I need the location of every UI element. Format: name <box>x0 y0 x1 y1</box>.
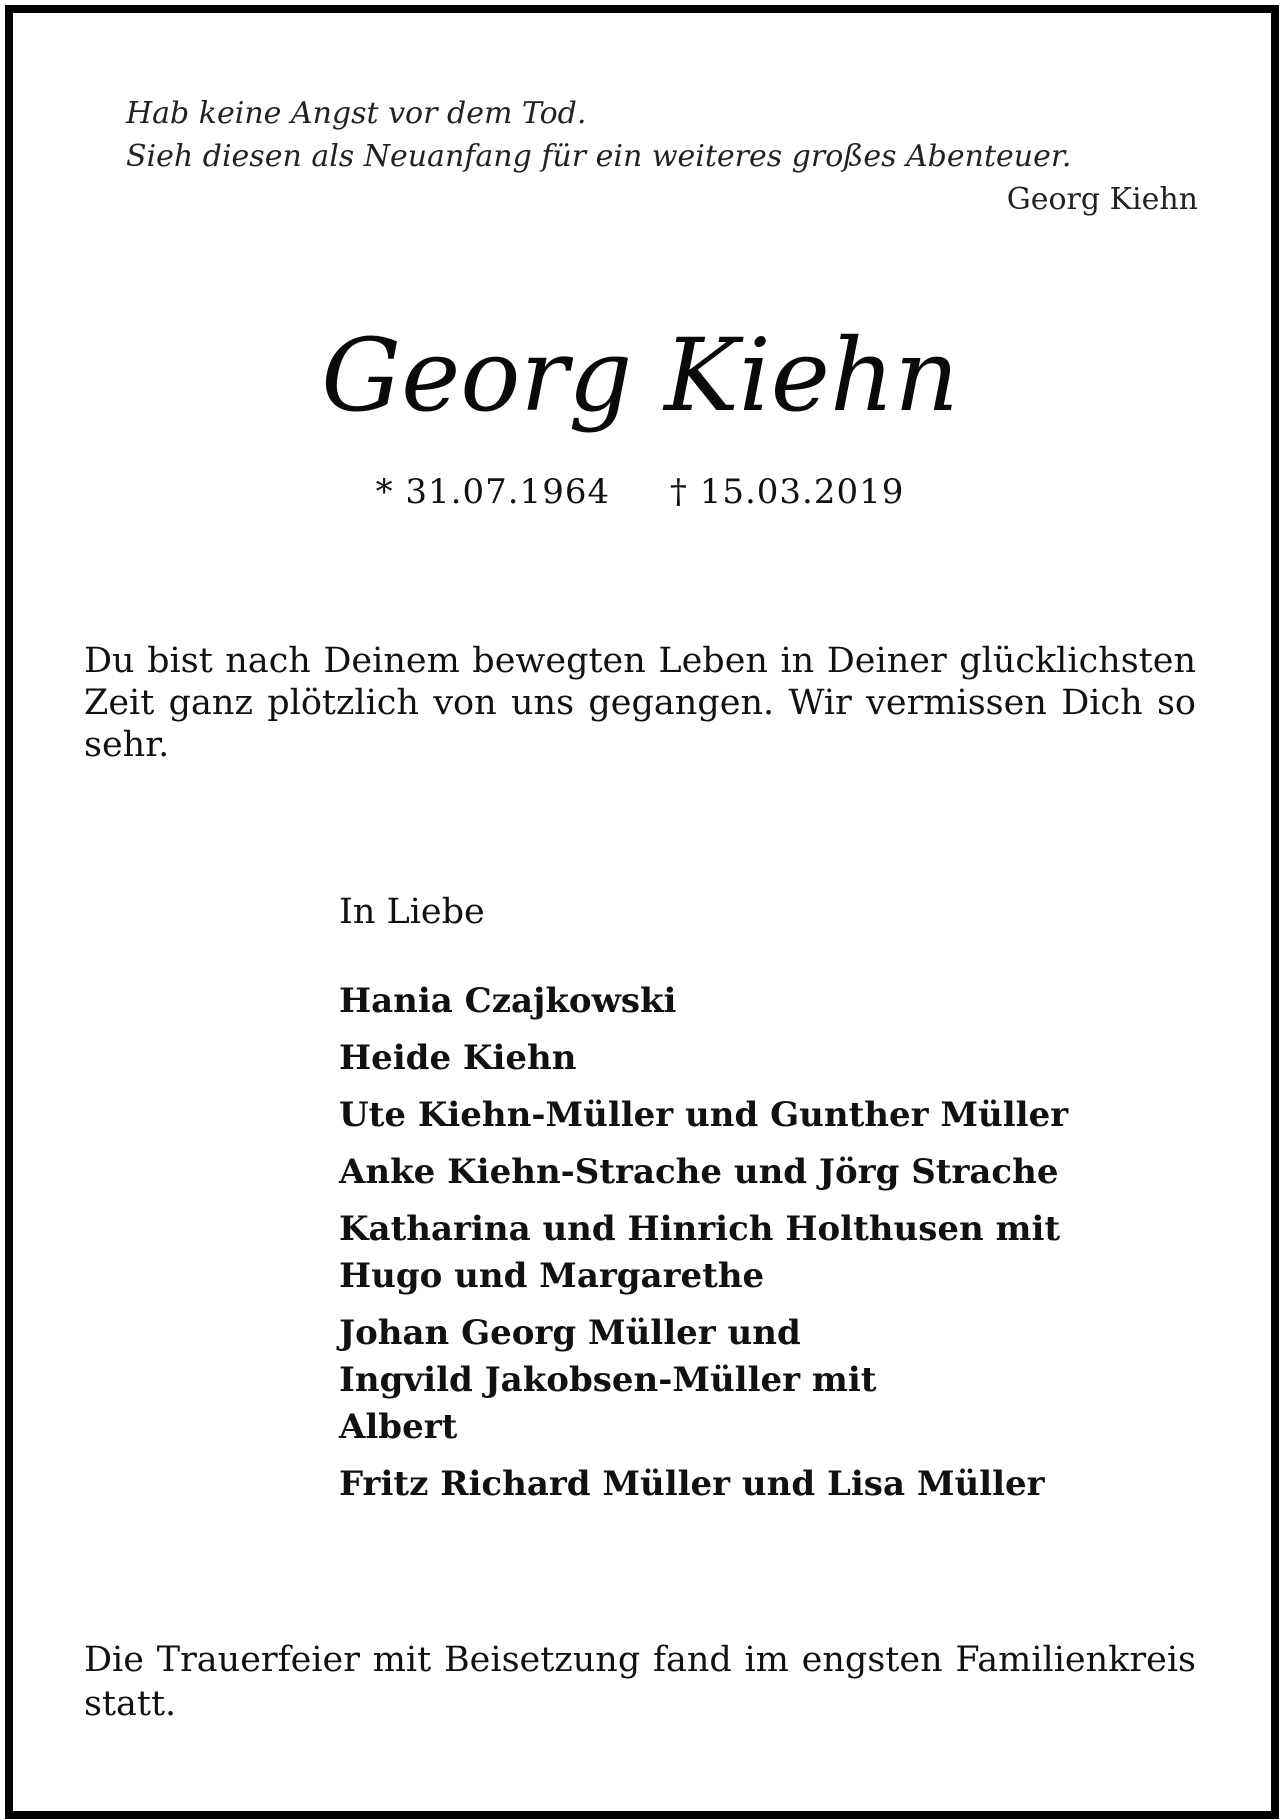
motto-line: Hab keine Angst vor dem Tod. <box>126 96 587 131</box>
birth-date: * 31.07.1964 <box>375 472 611 512</box>
mourner-entry <box>339 978 1199 1025</box>
death-date: † 15.03.2019 <box>669 472 905 512</box>
closing-phrase: In Liebe <box>339 892 485 932</box>
mourner-name-line: Katharina und Hinrich Holthusen mit <box>339 1209 1061 1249</box>
motto-quote <box>126 92 1200 178</box>
mourner-name-line: Johan Georg Müller und <box>339 1313 801 1353</box>
mourner-entry <box>339 1149 1199 1196</box>
mourner-name-line: Anke Kiehn-Strache und Jörg Strache <box>339 1152 1059 1192</box>
mourner-entry <box>339 1035 1199 1082</box>
obituary-frame <box>5 5 1279 1819</box>
mourner-name-line: Heide Kiehn <box>339 1038 577 1078</box>
mourner-name-line: Albert <box>339 1407 458 1447</box>
mourner-entry <box>339 1206 1199 1300</box>
motto-line: Sieh diesen als Neuanfang für ein weiteres großes Abenteuer. <box>126 139 1072 174</box>
mourner-name-line: Hania Czajkowski <box>339 981 677 1021</box>
deceased-name: Georg Kiehn <box>321 317 959 434</box>
mourner-name-line: Ute Kiehn-Müller und Gunther Müller <box>339 1095 1069 1135</box>
farewell-message: Du bist nach Deinem bewegten Leben in Deiner glücklichsten Zeit ganz plötzlich von uns gegangen. Wir vermissen Dich so sehr. <box>84 641 1196 765</box>
mourner-name-line: Hugo und Margarethe <box>339 1256 765 1296</box>
mourners-list <box>339 978 1199 1518</box>
mourner-entry <box>339 1310 1199 1451</box>
mourner-name-line: Fritz Richard Müller und Lisa Müller <box>339 1464 1045 1504</box>
life-dates <box>0 470 1280 514</box>
mourner-entry <box>339 1461 1199 1508</box>
motto-author: Georg Kiehn <box>1006 182 1198 217</box>
mourner-entry <box>339 1092 1199 1139</box>
mourner-name-line: Ingvild Jakobsen-Müller mit <box>339 1360 877 1400</box>
funeral-notice: Die Trauerfeier mit Beisetzung fand im engsten Familienkreis statt. <box>84 1640 1196 1724</box>
